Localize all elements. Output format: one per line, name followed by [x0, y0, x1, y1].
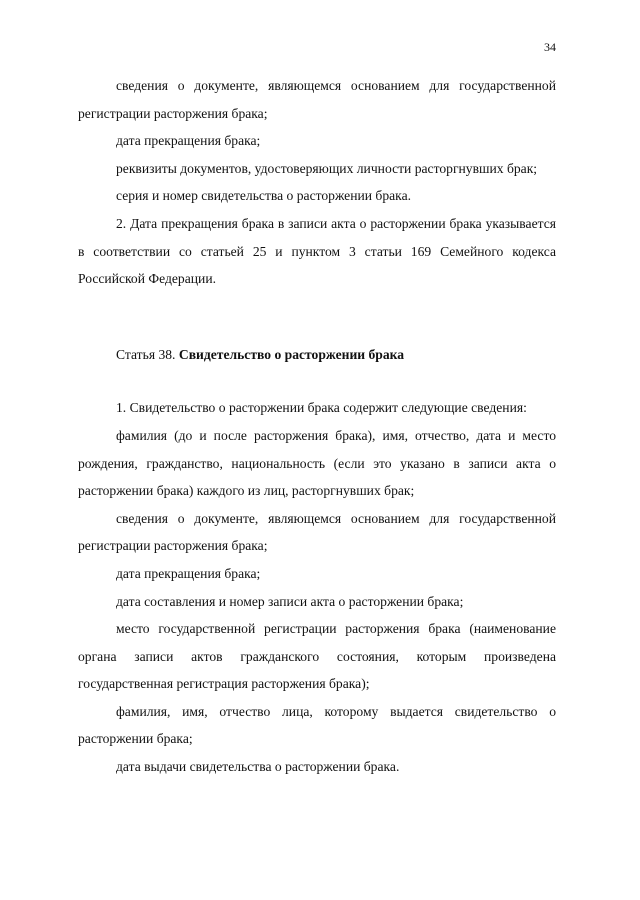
paragraph: фамилия, имя, отчество лица, которому выдается свидетельство о расторжении брака;	[78, 703, 556, 747]
paragraph: 2. Дата прекращения брака в записи акта о расторжении брака указывается в соответствии со статьей 25 и пунктом 3 статьи 169 Семейного кодекса Российской Федерации.	[78, 215, 556, 287]
section-gap	[78, 368, 556, 394]
article-title: Свидетельство о расторжении брака	[178, 346, 405, 362]
paragraph: 1. Свидетельство о расторжении брака содержит следующие сведения:	[116, 400, 527, 416]
paragraph: серия и номер свидетельства о расторжении брака.	[116, 188, 412, 204]
paragraph: реквизиты документов, удостоверяющих личности расторгнувших брак;	[116, 160, 538, 176]
paragraph: сведения о документе, являющемся основанием для государственной регистрации расторжения брака;	[78, 510, 556, 554]
paragraph: дата составления и номер записи акта о расторжении брака;	[116, 593, 464, 609]
paragraph: дата прекращения брака;	[116, 565, 261, 581]
paragraph: дата выдачи свидетельства о расторжении брака.	[116, 759, 400, 775]
article-heading	[78, 341, 556, 369]
section-gap	[78, 293, 556, 341]
paragraph: фамилия (до и после расторжения брака), имя, отчество, дата и место рождения, гражданство, национальность (если это указано в записи акта о расторжении брака) каждого из лиц, расторгнувших брак;	[78, 427, 556, 499]
article-prefix: Статья 38.	[116, 346, 176, 362]
paragraph: место государственной регистрации расторжения брака (наименование органа записи актов гражданского состояния, которым произведена государственная регистрация расторжения брака);	[78, 621, 556, 692]
page-number: 34	[544, 40, 556, 54]
document-body	[78, 72, 556, 781]
paragraph: сведения о документе, являющемся основанием для государственной регистрации расторжения брака;	[78, 78, 556, 121]
paragraph: дата прекращения брака;	[116, 133, 261, 149]
